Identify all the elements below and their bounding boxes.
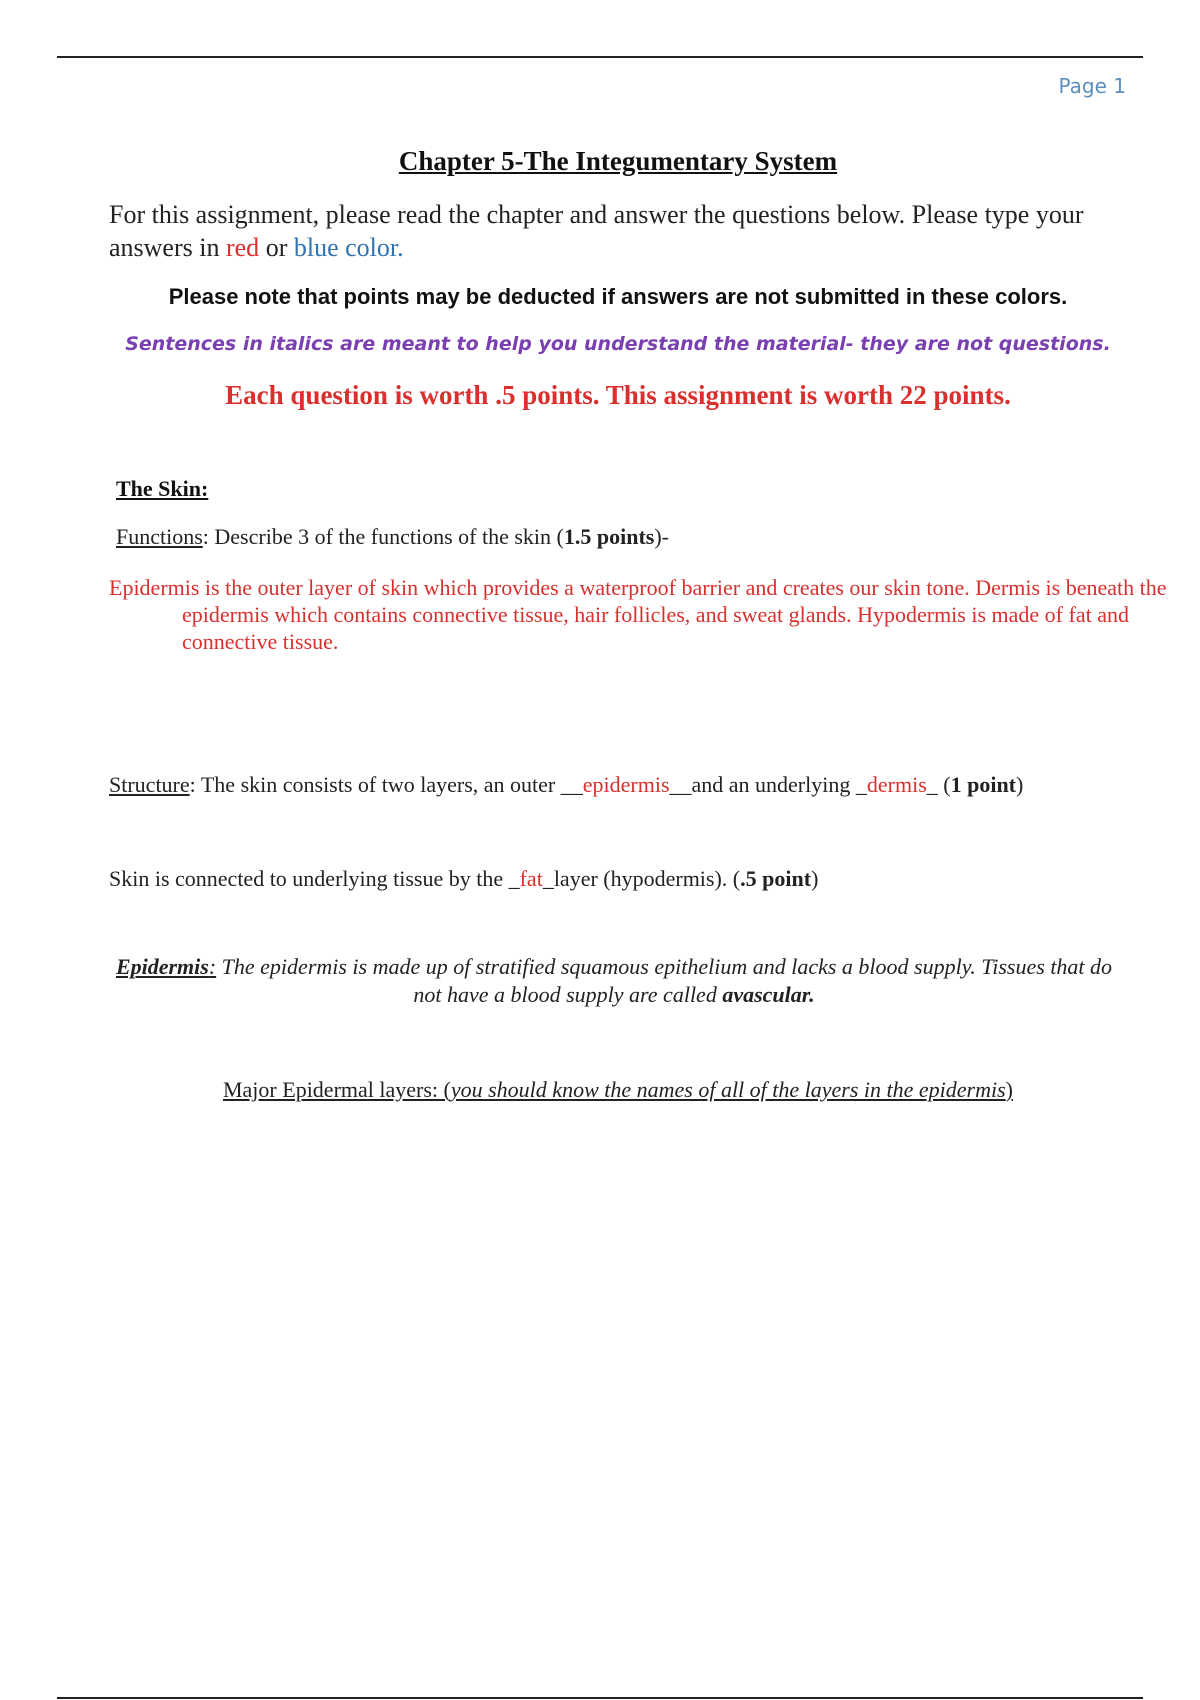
intro-paragraph <box>109 198 1109 264</box>
fat-points: .5 point <box>740 866 812 891</box>
major-layers-italic: you should know the names of all of the layers in the epidermis <box>450 1077 1006 1102</box>
functions-points: 1.5 points <box>563 524 655 549</box>
structure-label: Structure <box>109 772 190 797</box>
hypodermis-question <box>109 866 818 892</box>
functions-answer: Epidermis is the outer layer of skin which provides a waterproof barrier and creates our skin tone. Dermis is beneath the epidermis which contains connective tissue, hair follicles, and sweat glands. Hypodermis is made of fat and connective tissue. <box>109 575 1167 654</box>
structure-text-1: : The skin consists of two layers, an outer __ <box>189 772 583 797</box>
color-note: Please note that points may be deducted if answers are not submitted in these colors. <box>168 284 1068 309</box>
epidermis-term-avascular: avascular. <box>722 982 815 1007</box>
footer-rule <box>57 1697 1143 1699</box>
major-layers-text: Major Epidermal layers: ( <box>222 1077 451 1102</box>
italics-note: Sentences in italics are meant to help you understand the material- they are not questions. <box>125 333 1111 355</box>
structure-answer-epidermis: epidermis <box>582 772 670 797</box>
functions-question <box>116 524 669 550</box>
major-layers-end: ) <box>1005 1077 1013 1102</box>
functions-label: Functions <box>116 524 203 549</box>
fat-text-2: _layer (hypodermis). ( <box>542 866 741 891</box>
epidermis-colon: : <box>208 954 217 979</box>
intro-or-word: or <box>259 233 294 262</box>
major-layers-line <box>223 1077 1013 1102</box>
intro-text: For this assignment, please read the chapter and answer the questions below. Please type your answers in <box>109 200 1084 262</box>
fat-end: ) <box>811 866 819 891</box>
header-rule <box>57 56 1143 58</box>
fat-text-1: Skin is connected to underlying tissue by the _ <box>109 866 520 891</box>
epidermis-description <box>109 953 1119 1009</box>
major-epidermal-layers <box>0 1077 1200 1103</box>
intro-red-word: red <box>225 233 260 262</box>
points-worth-note: Each question is worth .5 points. This assignment is worth 22 points. <box>225 380 1011 410</box>
structure-question <box>109 772 1023 798</box>
structure-text-3: _ ( <box>926 772 951 797</box>
structure-points: 1 point <box>950 772 1017 797</box>
page-number: Page 1 <box>1058 74 1126 98</box>
section-heading-skin: The Skin: <box>116 476 209 501</box>
epidermis-label: Epidermis <box>115 954 209 979</box>
structure-answer-dermis: dermis <box>866 772 927 797</box>
structure-text-2: __and an underlying _ <box>669 772 867 797</box>
fat-answer: fat <box>519 866 543 891</box>
intro-blue-word: blue color. <box>293 233 404 262</box>
document-title: Chapter 5-The Integumentary System <box>398 146 838 176</box>
structure-end: ) <box>1016 772 1024 797</box>
functions-question-text: : Describe 3 of the functions of the skin ( <box>202 524 564 549</box>
epidermis-text: The epidermis is made up of stratified squamous epithelium and lacks a blood supply. Tissues that do not have a blood supply are called <box>216 954 1113 1007</box>
functions-end: )- <box>654 524 670 549</box>
